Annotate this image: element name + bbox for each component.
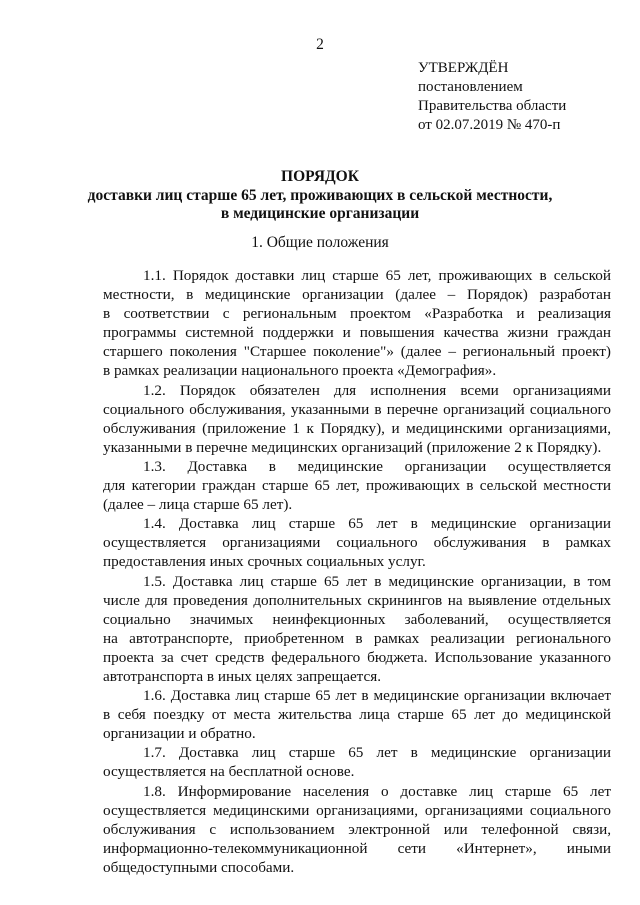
text-line: предоставления иных срочных социальных услуг.	[103, 553, 426, 571]
title-line: ПОРЯДОК	[281, 168, 359, 185]
paragraph-1-7	[103, 743, 611, 781]
text-line: для категории граждан старше 65 лет, проживающих в сельской местности	[103, 477, 611, 495]
document-body	[103, 266, 611, 877]
text-line: на автотранспорте, приобретенном в рамках реализации регионального	[103, 629, 611, 647]
text-line: проекта за счет средств федерального бюджета. Использование указанного	[103, 648, 611, 666]
text-line: 1.2. Порядок обязателен для исполнения всеми организациями	[143, 381, 611, 399]
approval-line: УТВЕРЖДЁН	[418, 60, 509, 76]
text-line: указанными в перечне медицинских организаций (приложение 2 к Порядку).	[103, 438, 602, 456]
approval-line: постановлением	[418, 79, 523, 95]
approval-line: Правительства области	[418, 98, 567, 114]
text-line: общедоступными способами.	[103, 858, 295, 876]
text-line: информационно-телекоммуникационной сети «Интернет», иными	[103, 839, 611, 857]
text-line: осуществляется медицинскими организациями, организациями социального	[103, 801, 611, 819]
text-line: социально значимых неинфекционных заболеваний, осуществляется	[103, 610, 611, 628]
text-line: 1.6. Доставка лиц старше 65 лет в медицинские организации включает	[143, 687, 611, 705]
paragraph-1-6	[103, 686, 611, 743]
title-line: в медицинские организации	[220, 205, 420, 222]
text-line: 1.1. Порядок доставки лиц старше 65 лет, проживающих в сельской	[143, 267, 611, 284]
text-line: старшего поколения "Старшее поколение"» (далее – региональный проект)	[103, 343, 611, 361]
paragraph-1-3	[103, 457, 611, 514]
text-line: осуществляется организациями социального обслуживания в рамках	[103, 534, 611, 552]
text-line: 1.8. Информирование населения о доставке лиц старше 65 лет	[143, 782, 611, 800]
text-line: социального обслуживания, указанными в перечне организаций социального	[103, 400, 611, 418]
text-line: 1.4. Доставка лиц старше 65 лет в медицинские организации	[143, 515, 611, 533]
text-line: в себя поездку от места жительства лица старше 65 лет до медицинской	[103, 706, 611, 724]
text-line: программы системной поддержки и повышения качества жизни граждан	[103, 324, 611, 342]
paragraph-1-8	[103, 782, 611, 877]
title-line: доставки лиц старше 65 лет, проживающих в сельской местности,	[87, 186, 553, 204]
section-heading: 1. Общие положения	[251, 234, 389, 251]
text-line: осуществляется на бесплатной основе.	[103, 763, 355, 781]
paragraph-1-5	[103, 572, 611, 687]
approval-line: от 02.07.2019 № 470-п	[418, 117, 561, 133]
paragraph-1-2	[103, 381, 611, 457]
text-line: обслуживания (приложение 1 к Порядку), и медицинскими организациями,	[103, 419, 611, 437]
text-line: в соответствии с региональным проектом «Разработка и реализация	[103, 305, 611, 323]
text-line: числе для проведения дополнительных скринингов на выявление отдельных	[103, 591, 611, 609]
page-number: 2	[316, 36, 324, 53]
text-line: обслуживания с использованием электронной или телефонной связи,	[103, 820, 611, 838]
text-line: 1.7. Доставка лиц старше 65 лет в медицинские организации	[143, 744, 611, 762]
text-line: (далее – лица старше 65 лет).	[103, 496, 293, 514]
text-line: автотранспорта в иных целях запрещается.	[103, 667, 382, 685]
paragraph-1-1	[103, 266, 611, 381]
approval-stamp	[418, 59, 618, 135]
text-line: организации и обратно.	[103, 725, 256, 743]
text-line: 1.5. Доставка лиц старше 65 лет в медицинские организации, в том	[143, 572, 611, 590]
paragraph-1-4	[103, 514, 611, 571]
document-title	[0, 168, 640, 224]
text-line: 1.3. Доставка в медицинские организации осуществляется	[143, 457, 611, 475]
text-line: в рамках реализации национального проекта «Демография».	[103, 362, 497, 380]
text-line: местности, в медицинские организации (далее – Порядок) разработан	[103, 286, 611, 304]
